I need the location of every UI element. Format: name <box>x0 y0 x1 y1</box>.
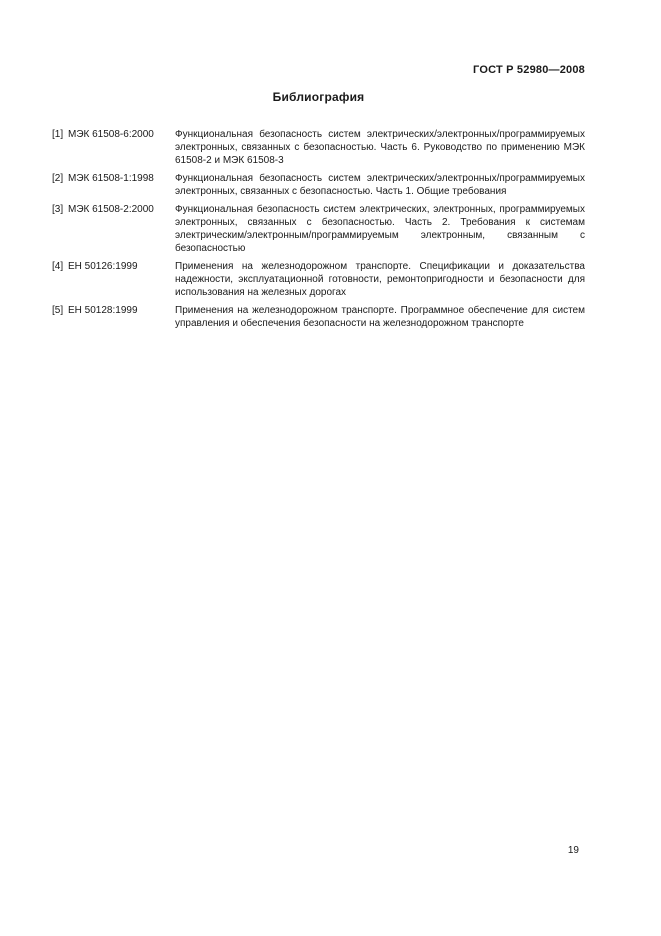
entry-description: Функциональная безопасность систем электрических/электронных/программируемых электронных, связанных с безопасностью. Часть 6. Руководство по применению МЭК 61508-2 и МЭК 61508-3 <box>175 129 585 166</box>
bibliography-entry <box>52 304 585 330</box>
entry-standard-code: ЕН 50128:1999 <box>68 305 138 316</box>
entry-ref-number: [1] <box>52 129 64 140</box>
bibliography-list <box>52 128 585 335</box>
bibliography-entry <box>52 172 585 198</box>
page-title: Библиография <box>272 90 365 104</box>
entry-ref-number: [2] <box>52 173 64 184</box>
page-number: 19 <box>567 845 579 856</box>
entry-description: Функциональная безопасность систем электрических/электронных/программируемых электронных, связанных с безопасностью. Часть 1. Общие требования <box>175 173 585 197</box>
entry-standard-code: ЕН 50126:1999 <box>68 261 138 272</box>
entry-ref-number: [4] <box>52 261 64 272</box>
entry-description: Функциональная безопасность систем электрических, электронных, программируемых электронных, связанных с безопасностью. Часть 2. Требования к системам электрическим/электронным/программируемым электронным, связанным с безопасностью <box>175 204 585 254</box>
entry-label <box>52 128 175 141</box>
document-designation: ГОСТ Р 52980—2008 <box>473 64 585 76</box>
entry-description: Применения на железнодорожном транспорте. Программное обеспечение для систем управления и обеспечения безопасности на железнодорожном транспорте <box>175 305 585 329</box>
entry-label <box>52 260 175 273</box>
bibliography-entry <box>52 203 585 255</box>
entry-label <box>52 172 175 185</box>
entry-label <box>52 304 175 317</box>
entry-standard-code: МЭК 61508-2:2000 <box>68 204 154 215</box>
entry-label <box>52 203 175 216</box>
bibliography-entry <box>52 260 585 299</box>
entry-ref-number: [3] <box>52 204 64 215</box>
entry-standard-code: МЭК 61508-1:1998 <box>68 173 154 184</box>
entry-standard-code: МЭК 61508-6:2000 <box>68 129 154 140</box>
entry-description: Применения на железнодорожном транспорте. Спецификации и доказательства надежности, эксплуатационной готовности, ремонтопригодности и безопасности для использования на железных дорогах <box>175 261 585 298</box>
bibliography-entry <box>52 128 585 167</box>
entry-ref-number: [5] <box>52 305 64 316</box>
